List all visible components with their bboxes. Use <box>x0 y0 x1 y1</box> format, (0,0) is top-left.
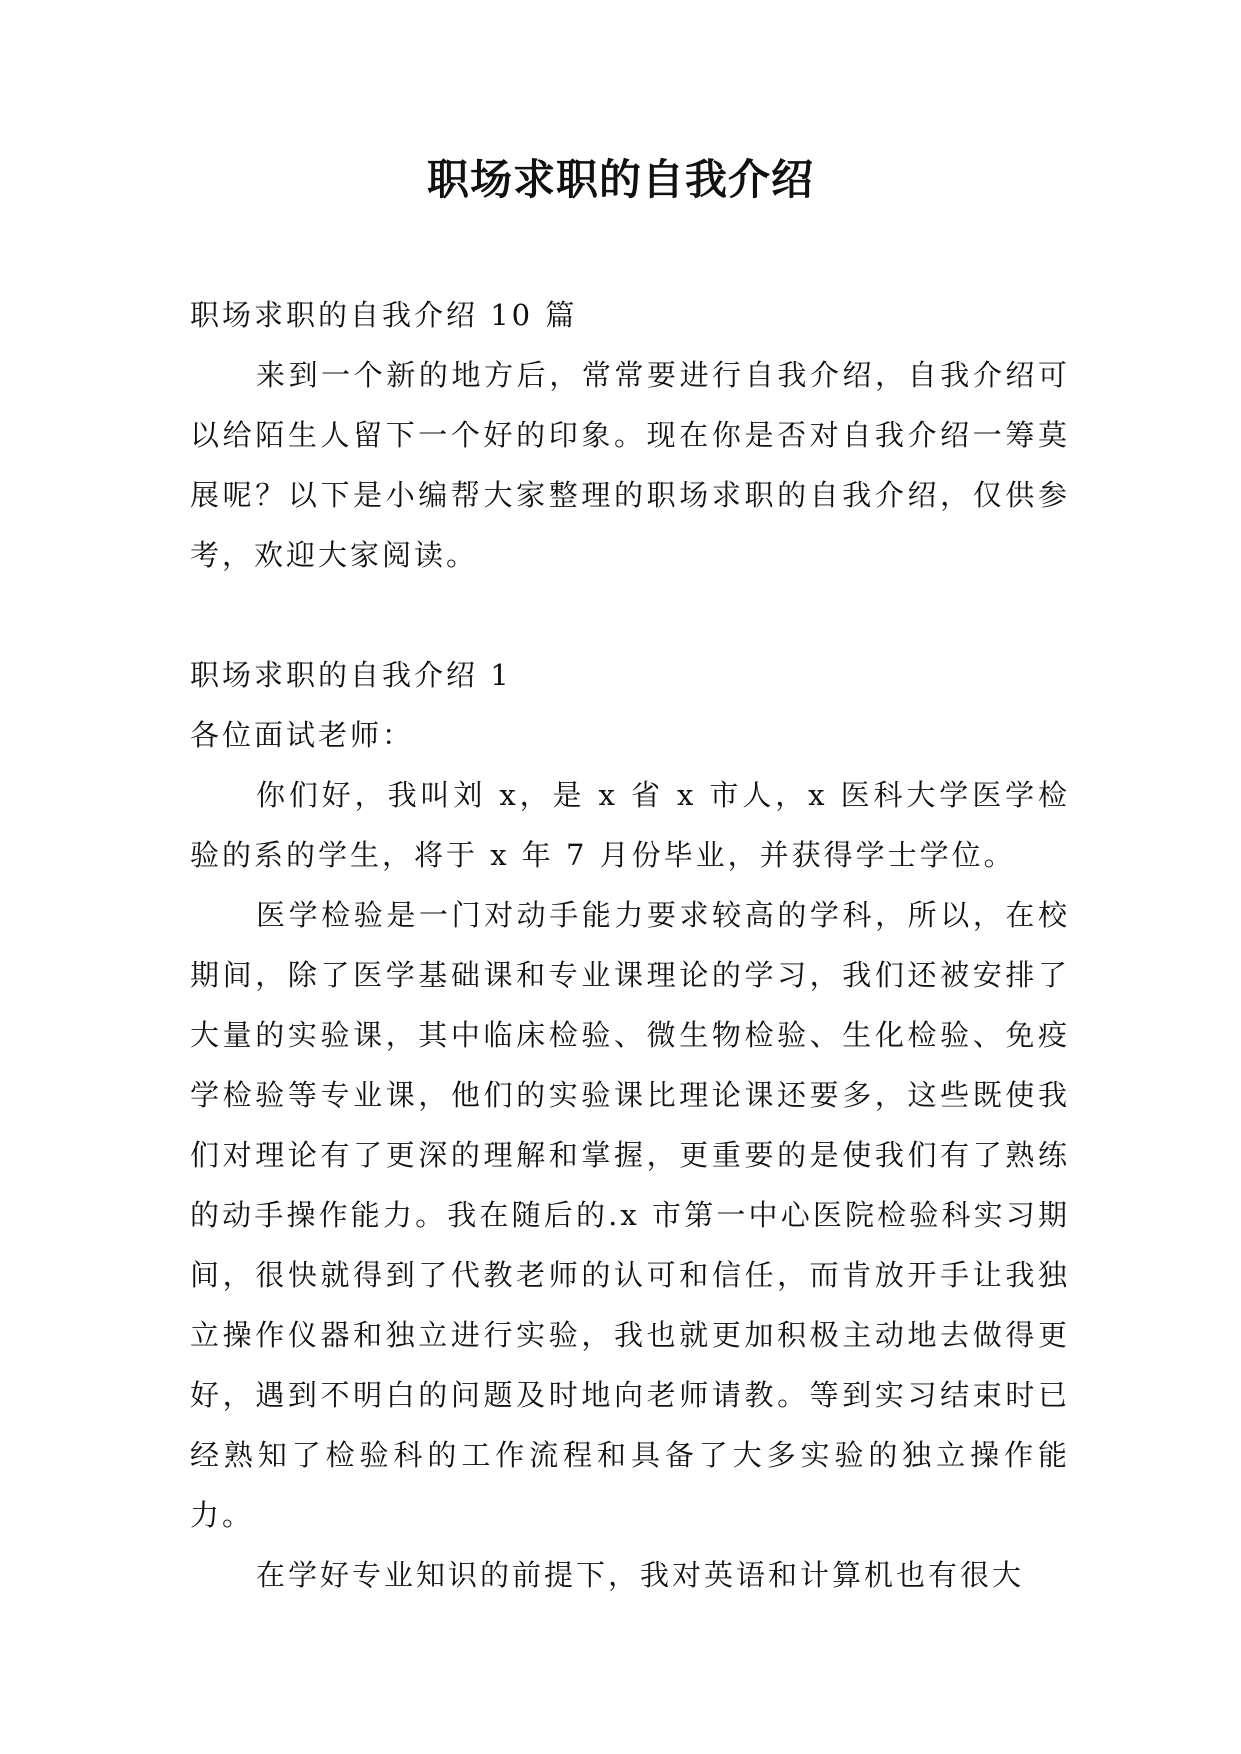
document-subtitle: 职场求职的自我介绍 10 篇 <box>190 298 578 332</box>
body-paragraph-2: 医学检验是一门对动手能力要求较高的学科，所以，在校期间，除了医学基础课和专业课理论的学习，我们还被安排了大量的实验课，其中临床检验、微生物检验、生化检验、免疫学检验等专业课，他们的实验课比理论课还要多，这些既使我们对理论有了更深的理解和掌握，更重要的是使我们有了熟练的动手操作能力。我在随后的.x 市第一中心医院检验科实习期间，很快就得到了代教老师的认可和信任，而肯放开手让我独立操作仪器和独立进行实验，我也就更加积极主动地去做得更好，遇到不明白的问题及时地向老师请教。等到实习结束时已经熟知了检验科的工作流程和具备了大多实验的独立操作能力。 <box>190 898 1070 1532</box>
document-body <box>190 285 1070 1605</box>
body-paragraph-1: 你们好，我叫刘 x，是 x 省 x 市人，x 医科大学医学检验的系的学生，将于 x 年 7 月份毕业，并获得学士学位。 <box>190 778 1070 872</box>
intro-paragraph: 来到一个新的地方后，常常要进行自我介绍，自我介绍可以给陌生人留下一个好的印象。现在你是否对自我介绍一筹莫展呢？以下是小编帮大家整理的职场求职的自我介绍，仅供参考，欢迎大家阅读。 <box>190 358 1070 572</box>
section-heading: 职场求职的自我介绍 1 <box>190 658 512 692</box>
salutation: 各位面试老师： <box>190 718 415 752</box>
body-paragraph-3: 在学好专业知识的前提下，我对英语和计算机也有很大 <box>256 1558 1025 1592</box>
document-title: 职场求职的自我介绍 <box>426 155 814 204</box>
